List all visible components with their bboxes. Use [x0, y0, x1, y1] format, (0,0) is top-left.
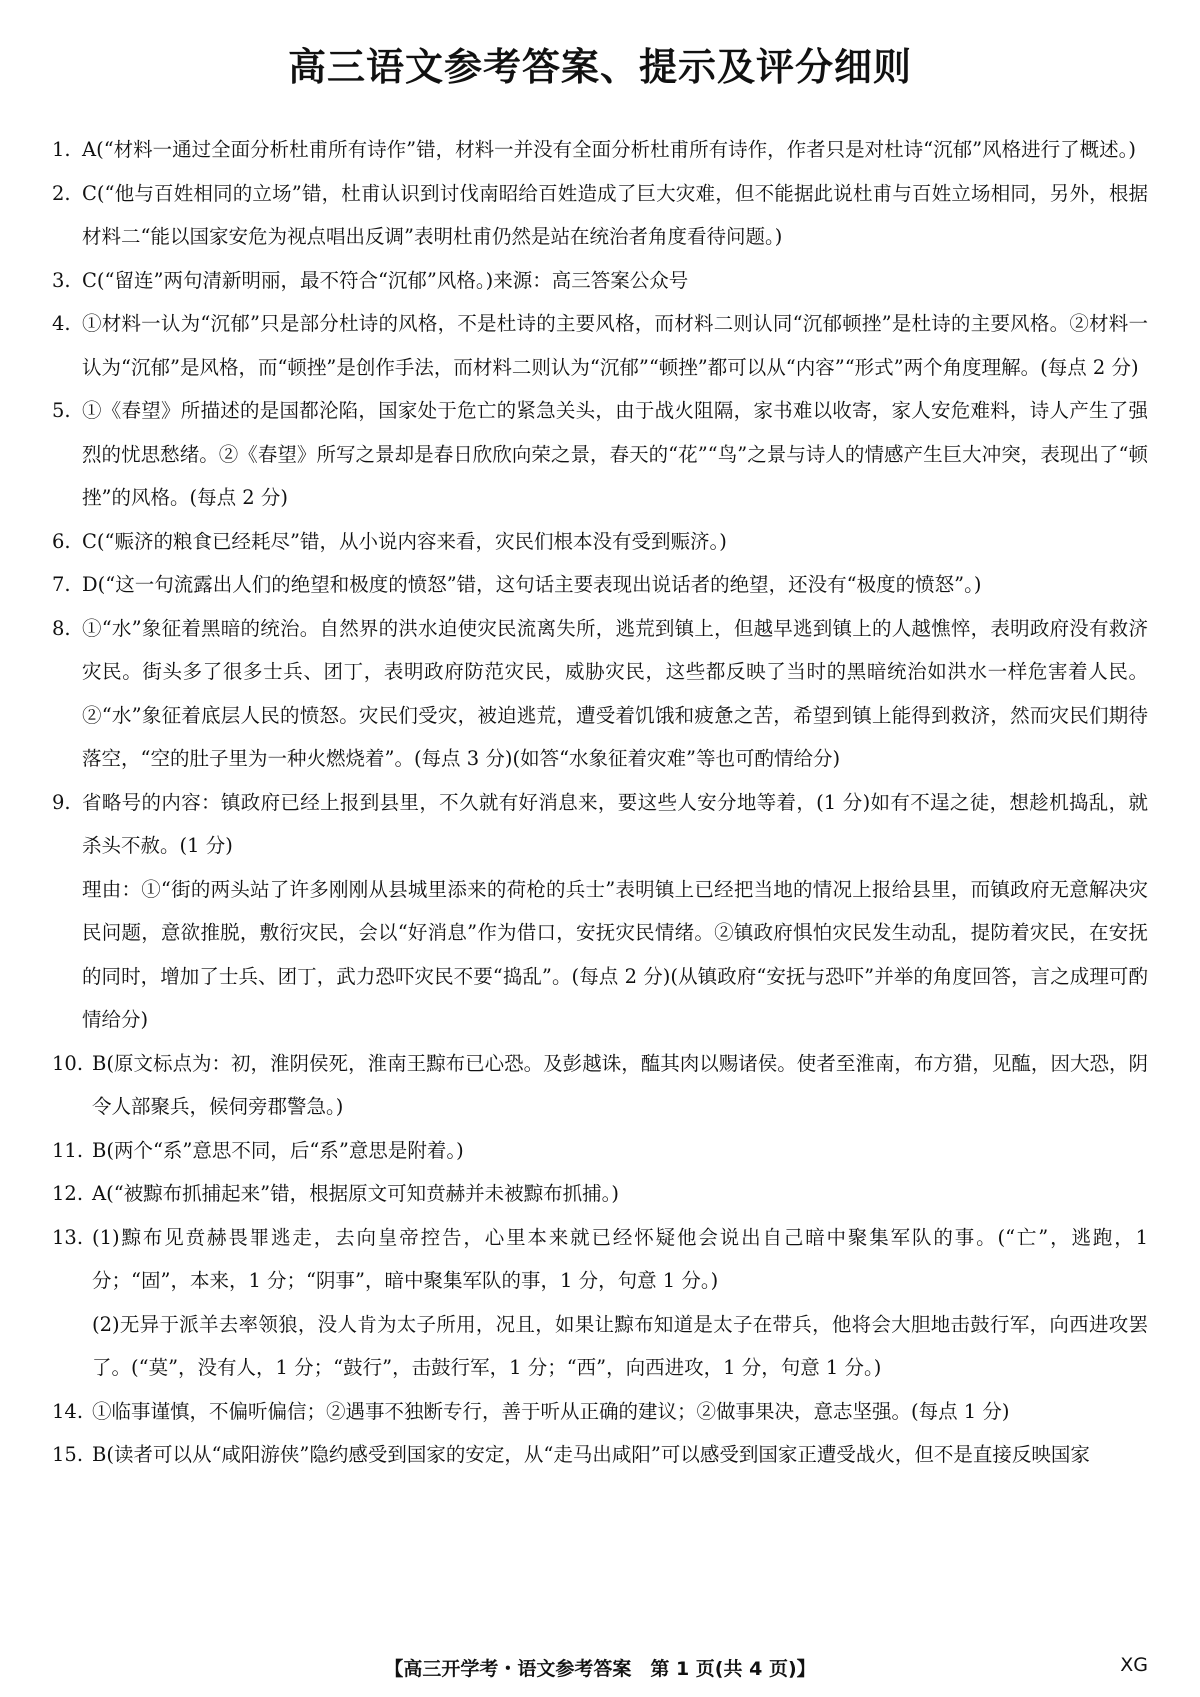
- answer-item-11: [52, 1129, 1148, 1173]
- answer-number: 3.: [52, 268, 71, 292]
- answer-number: 7.: [52, 573, 71, 596]
- answer-number: 6.: [52, 529, 71, 553]
- answer-item-4: [52, 302, 1148, 389]
- answer-text: (1)黥布见贲赫畏罪逃走，去向皇帝控告，心里本来就已经怀疑他会说出自己暗中聚集军队的事。(“亡”，逃跑，1 分；“固”，本来，1 分；“阴事”，暗中聚集军队的事，1 分，句意 1 分。): [92, 1225, 1148, 1292]
- answer-number: 8.: [52, 616, 71, 640]
- footer-page-info: 【高三开学考・语文参考答案 第 1 页(共 4 页)】: [384, 1658, 816, 1680]
- answer-number: 14.: [52, 1399, 84, 1423]
- answer-number: 5.: [52, 399, 71, 422]
- answer-text: B(读者可以从“咸阳游侠”隐约感受到国家的安定，从“走马出咸阳”可以感受到国家正遭受战火，但不是直接反映国家: [92, 1443, 1090, 1466]
- answer-text: ①材料一认为“沉郁”只是部分杜诗的风格，不是杜诗的主要风格，而材料二则认同“沉郁顿挫”是杜诗的主要风格。②材料一认为“沉郁”是风格，而“顿挫”是创作手法，而材料二则认为“沉郁”“顿挫”都可以从“内容”“形式”两个角度理解。(每点 2 分): [82, 312, 1148, 379]
- answer-item-2: [52, 172, 1148, 259]
- answer-number: 15.: [52, 1443, 84, 1466]
- answer-number: 4.: [52, 312, 71, 335]
- answer-number: 13.: [52, 1225, 84, 1249]
- answer-item-12: [52, 1172, 1148, 1216]
- answers-list: [52, 128, 1148, 1477]
- answer-number: 9.: [52, 790, 71, 814]
- page-footer: [0, 1654, 1200, 1684]
- answer-number: 1.: [52, 138, 71, 161]
- answer-number: 11.: [52, 1138, 84, 1162]
- answer-item-14: [52, 1390, 1148, 1434]
- footer-code: XG: [1120, 1654, 1148, 1676]
- answer-item-5: [52, 389, 1148, 520]
- answer-text: D(“这一句流露出人们的绝望和极度的愤怒”错，这句话主要表现出说话者的绝望，还没有“极度的愤怒”。): [82, 573, 982, 596]
- answer-item-10: [52, 1042, 1148, 1129]
- answer-text: B(两个“系”意思不同，后“系”意思是附着。): [92, 1138, 464, 1162]
- answer-subtext: (2)无异于派羊去率领狼，没人肯为太子所用，况且，如果让黥布知道是太子在带兵，他将会大胆地击鼓行军，向西进攻罢了。(“莫”，没有人，1 分；“鼓行”，击鼓行军，1 分；“西”，向西进攻，1 分，句意 1 分。): [92, 1312, 1148, 1379]
- answer-text: C(“赈济的粮食已经耗尽”错，从小说内容来看，灾民们根本没有受到赈济。): [82, 529, 727, 553]
- answer-item-1: [52, 128, 1148, 172]
- answer-text: B(原文标点为：初，淮阴侯死，淮南王黥布已心恐。及彭越诛，醢其肉以赐诸侯。使者至淮南，布方猎，见醢，因大恐，阴令人部聚兵，候伺旁郡警急。): [92, 1051, 1148, 1118]
- answer-text: C(“留连”两句清新明丽，最不符合“沉郁”风格。)来源：高三答案公众号: [82, 268, 689, 292]
- answer-text: A(“被黥布抓捕起来”错，根据原文可知贲赫并未被黥布抓捕。): [92, 1182, 619, 1205]
- answer-text: 省略号的内容：镇政府已经上报到县里，不久就有好消息来，要这些人安分地等着，(1 分)如有不逞之徒，想趁机捣乱，就杀头不赦。(1 分): [82, 790, 1148, 857]
- page-title: 高三语文参考答案、提示及评分细则: [287, 45, 912, 89]
- answer-text: C(“他与百姓相同的立场”错，杜甫认识到讨伐南昭给百姓造成了巨大灾难，但不能据此说杜甫与百姓立场相同，另外，根据材料二“能以国家安危为视点唱出反调”表明杜甫仍然是站在统治者角度看待问题。): [82, 181, 1148, 248]
- answer-number: 12.: [52, 1182, 84, 1205]
- answer-item-6: [52, 520, 1148, 564]
- answer-text: A(“材料一通过全面分析杜甫所有诗作”错，材料一并没有全面分析杜甫所有诗作，作者只是对杜诗“沉郁”风格进行了概述。): [82, 138, 1136, 161]
- answer-text: ①《春望》所描述的是国都沦陷，国家处于危亡的紧急关头，由于战火阻隔，家书难以收寄，家人安危难料，诗人产生了强烈的忧思愁绪。②《春望》所写之景却是春日欣欣向荣之景，春天的“花”“鸟”之景与诗人的情感产生巨大冲突，表现出了“顿挫”的风格。(每点 2 分): [82, 399, 1148, 509]
- answer-item-7: [52, 563, 1148, 607]
- answer-item-13: [52, 1216, 1148, 1390]
- answer-number: 10.: [52, 1051, 84, 1075]
- answer-item-9: [52, 781, 1148, 1042]
- answer-text: ①临事谨慎，不偏听偏信；②遇事不独断专行，善于听从正确的建议；②做事果决，意志坚强。(每点 1 分): [92, 1399, 1010, 1423]
- answer-item-8: [52, 607, 1148, 781]
- answer-text: ①“水”象征着黑暗的统治。自然界的洪水迫使灾民流离失所，逃荒到镇上，但越早逃到镇上的人越憔悴，表明政府没有救济灾民。街头多了很多士兵、团丁，表明政府防范灾民，威胁灾民，这些都反映了当时的黑暗统治如洪水一样危害着人民。②“水”象征着底层人民的愤怒。灾民们受灾，被迫逃荒，遭受着饥饿和疲惫之苦，希望到镇上能得到救济，然而灾民们期待落空，“空的肚子里为一种火燃烧着”。(每点 3 分)(如答“水象征着灾难”等也可酌情给分): [82, 616, 1148, 770]
- answer-item-3: [52, 259, 1148, 303]
- answer-subtext: 理由：①“街的两头站了许多刚刚从县城里添来的荷枪的兵士”表明镇上已经把当地的情况上报给县里，而镇政府无意解决灾民问题，意欲推脱，敷衍灾民，会以“好消息”作为借口，安抚灾民情绪。②镇政府惧怕灾民发生动乱，提防着灾民，在安抚的同时，增加了士兵、团丁，武力恐吓灾民不要“捣乱”。(每点 2 分)(从镇政府“安抚与恐吓”并举的角度回答，言之成理可酌情给分): [82, 877, 1148, 1031]
- answer-number: 2.: [52, 181, 71, 205]
- answer-item-15: [52, 1433, 1148, 1477]
